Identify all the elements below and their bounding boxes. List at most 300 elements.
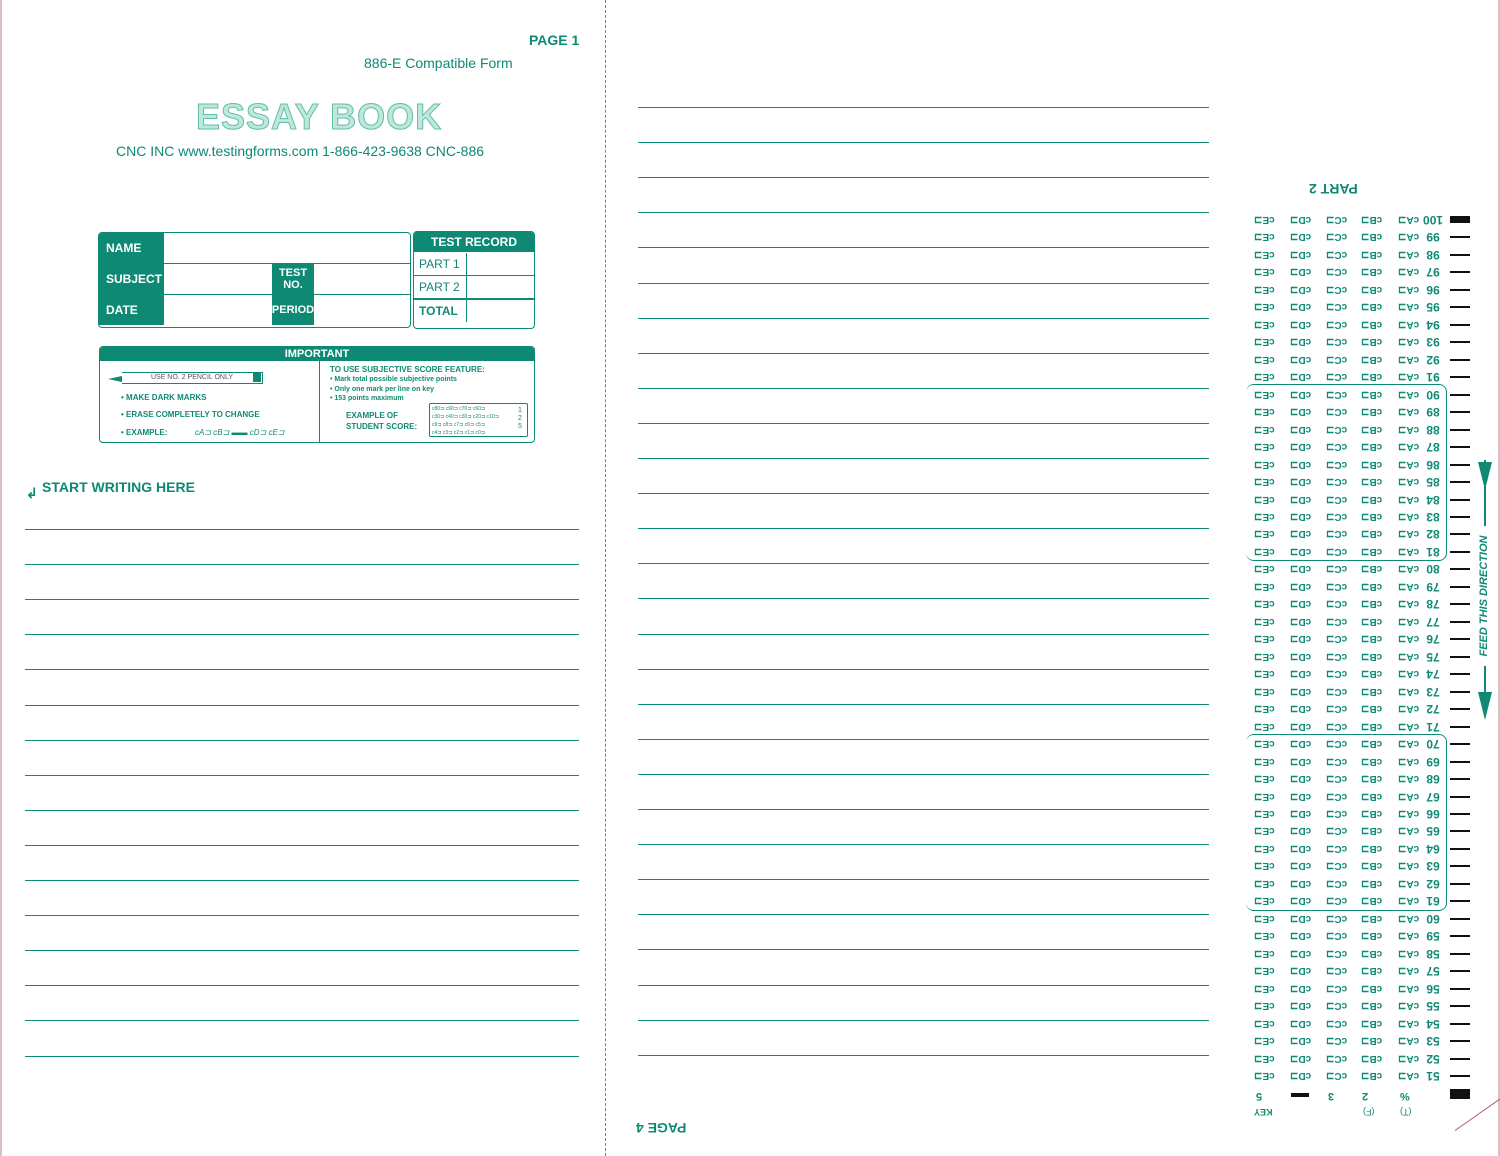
answer-bubble[interactable]: cA⊐ (1398, 912, 1420, 924)
answer-bubble[interactable]: cA⊐ (1398, 965, 1420, 977)
answer-bubble[interactable]: cA⊐ (1398, 947, 1420, 959)
answer-bubble[interactable]: cE⊐ (1254, 423, 1275, 435)
answer-bubble[interactable]: cD⊐ (1290, 580, 1312, 592)
answer-bubble[interactable]: cC⊐ (1326, 266, 1348, 278)
answer-bubble[interactable]: cE⊐ (1254, 860, 1275, 872)
answer-bubble[interactable]: cE⊐ (1254, 1052, 1275, 1064)
answer-bubble[interactable]: cA⊐ (1398, 633, 1420, 645)
answer-bubble[interactable]: cE⊐ (1254, 510, 1275, 522)
answer-bubble[interactable]: cC⊐ (1326, 580, 1348, 592)
answer-bubble[interactable]: cE⊐ (1254, 703, 1275, 715)
answer-bubble[interactable]: cB⊐ (1361, 441, 1383, 453)
answer-bubble[interactable]: cE⊐ (1254, 912, 1275, 924)
answer-bubble[interactable]: cD⊐ (1290, 930, 1312, 942)
answer-bubble[interactable]: cD⊐ (1290, 947, 1312, 959)
answer-bubble[interactable]: cC⊐ (1326, 214, 1348, 225)
answer-bubble[interactable]: cA⊐ (1398, 493, 1420, 505)
answer-bubble[interactable]: cC⊐ (1326, 738, 1348, 750)
answer-bubble[interactable]: cA⊐ (1398, 842, 1420, 854)
answer-bubble[interactable]: cB⊐ (1361, 965, 1383, 977)
answer-bubble[interactable]: cD⊐ (1290, 965, 1312, 977)
answer-bubble[interactable]: cB⊐ (1361, 336, 1383, 348)
answer-bubble[interactable]: cA⊐ (1398, 860, 1420, 872)
answer-bubble[interactable]: cB⊐ (1361, 982, 1383, 994)
answer-bubble[interactable]: cB⊐ (1361, 1052, 1383, 1064)
writing-line (638, 353, 1209, 354)
answer-bubble[interactable]: cA⊐ (1398, 476, 1420, 488)
answer-bubble[interactable]: cE⊐ (1254, 528, 1275, 540)
question-row (1248, 403, 1470, 420)
answer-bubble[interactable]: cC⊐ (1326, 423, 1348, 435)
answer-bubble[interactable]: cA⊐ (1398, 703, 1420, 715)
answer-bubble[interactable]: cD⊐ (1290, 406, 1312, 418)
answer-bubble[interactable]: cE⊐ (1254, 615, 1275, 627)
answer-bubble[interactable]: cA⊐ (1398, 825, 1420, 837)
answer-bubble[interactable]: cD⊐ (1290, 266, 1312, 278)
writing-line (638, 669, 1209, 670)
answer-bubble[interactable]: cB⊐ (1361, 633, 1383, 645)
question-row (1248, 491, 1470, 508)
answer-bubble[interactable]: cD⊐ (1290, 773, 1312, 785)
answer-bubble[interactable]: cE⊐ (1254, 1000, 1275, 1012)
down-arrow-icon: ↲ (26, 485, 38, 501)
answer-bubble[interactable]: cB⊐ (1361, 231, 1383, 243)
answer-bubble[interactable]: cD⊐ (1290, 860, 1312, 872)
answer-bubble[interactable]: cC⊐ (1326, 685, 1348, 697)
timing-mark (1450, 341, 1470, 343)
question-number: 94 (1426, 317, 1440, 332)
answer-bubble[interactable]: cE⊐ (1254, 476, 1275, 488)
answer-bubble[interactable]: cC⊐ (1326, 248, 1348, 260)
answer-bubble[interactable]: cE⊐ (1254, 318, 1275, 330)
answer-bubble[interactable]: cE⊐ (1254, 231, 1275, 243)
answer-bubble[interactable]: cB⊐ (1361, 423, 1383, 435)
answer-bubble[interactable]: cA⊐ (1398, 773, 1420, 785)
answer-bubble[interactable]: cC⊐ (1326, 336, 1348, 348)
answer-bubble[interactable]: cA⊐ (1398, 371, 1420, 383)
answer-bubble[interactable]: cC⊐ (1326, 860, 1348, 872)
answer-bubble[interactable]: cC⊐ (1326, 318, 1348, 330)
timing-mark (1450, 271, 1470, 273)
answer-bubble[interactable]: cE⊐ (1254, 1017, 1275, 1029)
question-number: 66 (1426, 806, 1440, 821)
question-row (1248, 997, 1470, 1014)
answer-bubble[interactable]: cD⊐ (1290, 685, 1312, 697)
answer-bubble[interactable]: cA⊐ (1398, 755, 1420, 767)
answer-bubble[interactable]: cC⊐ (1326, 1000, 1348, 1012)
answer-bubble[interactable]: cB⊐ (1361, 353, 1383, 365)
writing-line (25, 1056, 579, 1057)
answer-bubble[interactable]: cD⊐ (1290, 633, 1312, 645)
answer-bubble[interactable]: cB⊐ (1361, 1035, 1383, 1047)
answer-bubble[interactable]: cA⊐ (1398, 807, 1420, 819)
answer-bubble[interactable]: cA⊐ (1398, 1000, 1420, 1012)
important-title: IMPORTANT (100, 347, 534, 361)
answer-bubble[interactable]: cE⊐ (1254, 668, 1275, 680)
answer-bubble[interactable]: cA⊐ (1398, 598, 1420, 610)
answer-bubble[interactable]: cE⊐ (1254, 248, 1275, 260)
key-3: 3 (1328, 1090, 1335, 1102)
answer-bubble[interactable]: cE⊐ (1254, 1035, 1275, 1047)
answer-bubble[interactable]: cA⊐ (1398, 406, 1420, 418)
answer-bubble[interactable]: cC⊐ (1326, 388, 1348, 400)
answer-bubble[interactable]: cB⊐ (1361, 493, 1383, 505)
writing-line (638, 879, 1209, 880)
writing-line (638, 283, 1209, 284)
answer-bubble[interactable]: cE⊐ (1254, 807, 1275, 819)
question-number: 70 (1426, 737, 1440, 752)
answer-bubble[interactable]: cD⊐ (1290, 842, 1312, 854)
answer-bubble[interactable]: cA⊐ (1398, 930, 1420, 942)
answer-bubble[interactable]: cD⊐ (1290, 283, 1312, 295)
answer-bubble[interactable]: cD⊐ (1290, 476, 1312, 488)
answer-bubble[interactable]: cA⊐ (1398, 528, 1420, 540)
writing-line (25, 669, 579, 670)
answer-bubble[interactable]: cD⊐ (1290, 1000, 1312, 1012)
answer-bubble[interactable]: cB⊐ (1361, 563, 1383, 575)
answer-bubble[interactable]: cC⊐ (1326, 668, 1348, 680)
answer-bubble[interactable]: cB⊐ (1361, 580, 1383, 592)
answer-bubble[interactable]: cE⊐ (1254, 825, 1275, 837)
answer-bubble[interactable]: cC⊐ (1326, 895, 1348, 907)
answer-bubble[interactable]: cD⊐ (1290, 825, 1312, 837)
answer-bubble[interactable]: cE⊐ (1254, 301, 1275, 313)
answer-bubble[interactable]: cC⊐ (1326, 1052, 1348, 1064)
answer-bubble[interactable]: cA⊐ (1398, 458, 1420, 470)
answer-bubble[interactable]: cE⊐ (1254, 336, 1275, 348)
answer-bubble[interactable]: cD⊐ (1290, 388, 1312, 400)
answer-bubble[interactable]: cD⊐ (1290, 248, 1312, 260)
answer-bubble[interactable]: cC⊐ (1326, 703, 1348, 715)
answer-bubble[interactable]: cD⊐ (1290, 703, 1312, 715)
answer-bubble[interactable]: cE⊐ (1254, 580, 1275, 592)
answer-bubble[interactable]: cB⊐ (1361, 668, 1383, 680)
answer-bubble[interactable]: cE⊐ (1254, 650, 1275, 662)
answer-bubble[interactable]: cB⊐ (1361, 388, 1383, 400)
writing-line (638, 949, 1209, 950)
answer-bubble[interactable]: cB⊐ (1361, 283, 1383, 295)
answer-bubble[interactable]: cA⊐ (1398, 720, 1420, 732)
answer-bubble[interactable]: cC⊐ (1326, 406, 1348, 418)
answer-bubble[interactable]: cB⊐ (1361, 930, 1383, 942)
question-number: 59 (1426, 929, 1440, 944)
answer-bubble[interactable]: cC⊐ (1326, 877, 1348, 889)
answer-bubble[interactable]: cD⊐ (1290, 563, 1312, 575)
answer-bubble[interactable]: cD⊐ (1290, 650, 1312, 662)
answer-bubble[interactable]: cD⊐ (1290, 528, 1312, 540)
answer-bubble[interactable]: cA⊐ (1398, 388, 1420, 400)
answer-bubble[interactable]: cD⊐ (1290, 214, 1312, 225)
answer-bubble[interactable]: cB⊐ (1361, 703, 1383, 715)
pencil-icon-label: USE NO. 2 PENCIL ONLY (122, 372, 263, 384)
answer-bubble[interactable]: cC⊐ (1326, 825, 1348, 837)
answer-bubble[interactable]: cB⊐ (1361, 773, 1383, 785)
answer-bubble[interactable]: cE⊐ (1254, 563, 1275, 575)
writing-line (638, 142, 1209, 143)
page-4-number: PAGE 4 (636, 1120, 687, 1136)
answer-bubble[interactable]: cE⊐ (1254, 755, 1275, 767)
answer-bubble[interactable]: cA⊐ (1398, 214, 1420, 225)
answer-bubble[interactable]: cD⊐ (1290, 1052, 1312, 1064)
answer-bubble[interactable]: cD⊐ (1290, 598, 1312, 610)
answer-bubble[interactable]: cE⊐ (1254, 965, 1275, 977)
answer-bubble[interactable]: cB⊐ (1361, 510, 1383, 522)
answer-bubble[interactable]: cB⊐ (1361, 266, 1383, 278)
answer-bubble[interactable]: cD⊐ (1290, 458, 1312, 470)
answer-bubble[interactable]: cD⊐ (1290, 231, 1312, 243)
answer-bubble[interactable]: cB⊐ (1361, 528, 1383, 540)
timing-mark (1450, 638, 1470, 640)
answer-bubble[interactable]: cE⊐ (1254, 738, 1275, 750)
answer-bubble[interactable]: cC⊐ (1326, 371, 1348, 383)
answer-bubble[interactable]: cC⊐ (1326, 982, 1348, 994)
key-filled-mark (1291, 1093, 1309, 1097)
question-number: 60 (1426, 911, 1440, 926)
timing-mark (1450, 1023, 1470, 1025)
answer-bubble[interactable]: cA⊐ (1398, 1017, 1420, 1029)
answer-bubble[interactable]: cE⊐ (1254, 720, 1275, 732)
answer-bubble[interactable]: cE⊐ (1254, 877, 1275, 889)
timing-mark (1450, 499, 1470, 501)
answer-bubble[interactable]: cC⊐ (1326, 353, 1348, 365)
answer-bubble[interactable]: cA⊐ (1398, 248, 1420, 260)
answer-bubble[interactable]: cC⊐ (1326, 441, 1348, 453)
answer-bubble[interactable]: cC⊐ (1326, 947, 1348, 959)
erase-completely: • ERASE COMPLETELY TO CHANGE (121, 410, 260, 419)
answer-bubble[interactable]: cD⊐ (1290, 720, 1312, 732)
answer-bubble[interactable]: cD⊐ (1290, 336, 1312, 348)
answer-bubble[interactable]: cA⊐ (1398, 1035, 1420, 1047)
answer-bubble[interactable]: cD⊐ (1290, 912, 1312, 924)
answer-bubble[interactable]: cB⊐ (1361, 877, 1383, 889)
answer-bubble[interactable]: cE⊐ (1254, 947, 1275, 959)
question-row (1248, 927, 1470, 944)
timing-mark (1450, 761, 1470, 763)
answer-bubble[interactable]: cE⊐ (1254, 441, 1275, 453)
answer-bubble[interactable]: cB⊐ (1361, 1017, 1383, 1029)
answer-bubble[interactable]: cC⊐ (1326, 598, 1348, 610)
answer-bubble[interactable]: cA⊐ (1398, 685, 1420, 697)
answer-bubble[interactable]: cB⊐ (1361, 406, 1383, 418)
answer-bubble[interactable]: cD⊐ (1290, 1035, 1312, 1047)
writing-line (638, 107, 1209, 108)
answer-bubble[interactable]: cD⊐ (1290, 738, 1312, 750)
answer-bubble[interactable]: cA⊐ (1398, 650, 1420, 662)
answer-bubble[interactable]: cD⊐ (1290, 353, 1312, 365)
answer-bubble[interactable]: cB⊐ (1361, 790, 1383, 802)
answer-bubble[interactable]: cA⊐ (1398, 615, 1420, 627)
answer-bubble[interactable]: cC⊐ (1326, 912, 1348, 924)
answer-bubble[interactable]: cB⊐ (1361, 318, 1383, 330)
answer-bubble[interactable]: cE⊐ (1254, 353, 1275, 365)
writing-line (638, 563, 1209, 564)
timing-mark (1450, 481, 1470, 483)
answer-bubble[interactable]: cE⊐ (1254, 545, 1275, 557)
question-row (1248, 770, 1470, 787)
question-number: 63 (1426, 859, 1440, 874)
answer-bubble[interactable]: cB⊐ (1361, 755, 1383, 767)
timing-mark (1450, 883, 1470, 885)
question-number: 98 (1426, 247, 1440, 262)
answer-bubble[interactable]: cA⊐ (1398, 563, 1420, 575)
timing-mark (1450, 216, 1470, 223)
answer-bubble[interactable]: cC⊐ (1326, 510, 1348, 522)
answer-bubble[interactable]: cD⊐ (1290, 877, 1312, 889)
answer-bubble[interactable]: cC⊐ (1326, 965, 1348, 977)
answer-bubble[interactable]: cC⊐ (1326, 1035, 1348, 1047)
writing-line (25, 915, 579, 916)
answer-bubble[interactable]: cA⊐ (1398, 895, 1420, 907)
answer-bubble[interactable]: cE⊐ (1254, 633, 1275, 645)
answer-bubble[interactable]: cC⊐ (1326, 1070, 1348, 1082)
answer-bubble[interactable]: cA⊐ (1398, 982, 1420, 994)
answer-bubble[interactable]: cC⊐ (1326, 650, 1348, 662)
answer-bubble[interactable]: cB⊐ (1361, 301, 1383, 313)
answer-bubble[interactable]: cC⊐ (1326, 807, 1348, 819)
answer-bubble[interactable]: cD⊐ (1290, 807, 1312, 819)
answer-bubble[interactable]: cD⊐ (1290, 755, 1312, 767)
question-number: 67 (1426, 789, 1440, 804)
answer-bubble[interactable]: cE⊐ (1254, 458, 1275, 470)
answer-bubble[interactable]: cC⊐ (1326, 528, 1348, 540)
answer-bubble[interactable]: cD⊐ (1290, 982, 1312, 994)
answer-bubble[interactable]: cC⊐ (1326, 231, 1348, 243)
answer-bubble[interactable]: cB⊐ (1361, 248, 1383, 260)
answer-bubble[interactable]: cE⊐ (1254, 598, 1275, 610)
answer-bubble[interactable]: cC⊐ (1326, 842, 1348, 854)
answer-bubble[interactable]: cC⊐ (1326, 773, 1348, 785)
answer-bubble[interactable]: cB⊐ (1361, 615, 1383, 627)
answer-bubble[interactable]: cC⊐ (1326, 755, 1348, 767)
record-part2-row (414, 276, 534, 300)
answer-bubble[interactable]: cB⊐ (1361, 214, 1383, 225)
answer-bubble[interactable]: cE⊐ (1254, 1070, 1275, 1082)
answer-bubble[interactable]: cA⊐ (1398, 353, 1420, 365)
answer-bubble[interactable]: cA⊐ (1398, 231, 1420, 243)
answer-bubble[interactable]: cA⊐ (1398, 441, 1420, 453)
answer-bubble[interactable]: cD⊐ (1290, 493, 1312, 505)
answer-bubble[interactable]: cA⊐ (1398, 580, 1420, 592)
answer-bubble[interactable]: cA⊐ (1398, 1052, 1420, 1064)
answer-bubble[interactable]: cD⊐ (1290, 615, 1312, 627)
answer-bubble[interactable]: cA⊐ (1398, 423, 1420, 435)
answer-bubble[interactable]: cA⊐ (1398, 738, 1420, 750)
key-2: 2 (1362, 1090, 1369, 1102)
answer-bubble[interactable]: cA⊐ (1398, 545, 1420, 557)
answer-bubble[interactable]: cE⊐ (1254, 773, 1275, 785)
answer-bubble[interactable]: cC⊐ (1326, 476, 1348, 488)
answer-bubble[interactable]: cD⊐ (1290, 790, 1312, 802)
answer-bubble[interactable]: cE⊐ (1254, 790, 1275, 802)
question-number: 71 (1426, 719, 1440, 734)
answer-bubble[interactable]: cB⊐ (1361, 458, 1383, 470)
answer-bubble[interactable]: cB⊐ (1361, 598, 1383, 610)
answer-bubble[interactable]: cE⊐ (1254, 982, 1275, 994)
answer-bubble[interactable]: cE⊐ (1254, 371, 1275, 383)
answer-bubble[interactable]: cE⊐ (1254, 895, 1275, 907)
answer-bubble[interactable]: cA⊐ (1398, 283, 1420, 295)
answer-bubble[interactable]: cE⊐ (1254, 266, 1275, 278)
answer-bubble[interactable]: cB⊐ (1361, 738, 1383, 750)
writing-line (25, 845, 579, 846)
answer-bubble[interactable]: cC⊐ (1326, 930, 1348, 942)
answer-bubble[interactable]: cD⊐ (1290, 895, 1312, 907)
answer-bubble[interactable]: cD⊐ (1290, 1070, 1312, 1082)
answer-bubble[interactable]: cE⊐ (1254, 283, 1275, 295)
answer-bubble[interactable]: cB⊐ (1361, 807, 1383, 819)
answer-bubble[interactable]: cB⊐ (1361, 947, 1383, 959)
answer-bubble[interactable]: cC⊐ (1326, 493, 1348, 505)
answer-bubble[interactable]: cB⊐ (1361, 860, 1383, 872)
answer-bubble[interactable]: cD⊐ (1290, 668, 1312, 680)
answer-bubble[interactable]: cD⊐ (1290, 318, 1312, 330)
timing-mark (1450, 289, 1470, 291)
answer-bubble[interactable]: cC⊐ (1326, 458, 1348, 470)
answer-bubble[interactable]: cD⊐ (1290, 423, 1312, 435)
answer-bubble[interactable]: cE⊐ (1254, 842, 1275, 854)
timing-mark (1450, 621, 1470, 623)
answer-bubble[interactable]: cE⊐ (1254, 406, 1275, 418)
answer-bubble[interactable]: cB⊐ (1361, 650, 1383, 662)
answer-bubble[interactable]: cA⊐ (1398, 790, 1420, 802)
answer-bubble[interactable]: cA⊐ (1398, 336, 1420, 348)
answer-bubble[interactable]: cC⊐ (1326, 301, 1348, 313)
answer-bubble[interactable]: cB⊐ (1361, 912, 1383, 924)
answer-bubble[interactable]: cA⊐ (1398, 877, 1420, 889)
answer-bubble[interactable]: cD⊐ (1290, 1017, 1312, 1029)
answer-bubble[interactable]: cA⊐ (1398, 266, 1420, 278)
answer-bubble[interactable]: cD⊐ (1290, 545, 1312, 557)
answer-bubble[interactable]: cC⊐ (1326, 283, 1348, 295)
answer-bubble[interactable]: cC⊐ (1326, 563, 1348, 575)
answer-bubble[interactable]: cD⊐ (1290, 510, 1312, 522)
answer-bubble[interactable]: cC⊐ (1326, 1017, 1348, 1029)
answer-bubble[interactable]: cB⊐ (1361, 371, 1383, 383)
answer-bubble[interactable]: cB⊐ (1361, 685, 1383, 697)
answer-bubble[interactable]: cE⊐ (1254, 493, 1275, 505)
question-row (1248, 805, 1470, 822)
answer-bubble[interactable]: cC⊐ (1326, 720, 1348, 732)
answer-bubble[interactable]: cE⊐ (1254, 388, 1275, 400)
answer-bubble[interactable]: cB⊐ (1361, 720, 1383, 732)
answer-bubble[interactable]: cA⊐ (1398, 510, 1420, 522)
answer-bubble[interactable]: cA⊐ (1398, 1070, 1420, 1082)
answer-bubble[interactable]: cE⊐ (1254, 685, 1275, 697)
answer-bubble[interactable]: cE⊐ (1254, 214, 1275, 225)
answer-bubble[interactable]: cC⊐ (1326, 633, 1348, 645)
answer-bubble[interactable]: cA⊐ (1398, 301, 1420, 313)
answer-bubble[interactable]: cA⊐ (1398, 668, 1420, 680)
answer-bubble[interactable]: cB⊐ (1361, 825, 1383, 837)
answer-bubble[interactable]: cE⊐ (1254, 930, 1275, 942)
answer-bubble[interactable]: cD⊐ (1290, 301, 1312, 313)
answer-bubble[interactable]: cB⊐ (1361, 1000, 1383, 1012)
answer-bubble[interactable]: cC⊐ (1326, 615, 1348, 627)
answer-bubble[interactable]: cB⊐ (1361, 842, 1383, 854)
answer-bubble[interactable]: cA⊐ (1398, 318, 1420, 330)
answer-bubble[interactable]: cB⊐ (1361, 476, 1383, 488)
question-number: 92 (1426, 352, 1440, 367)
timing-mark (1450, 743, 1470, 745)
answer-bubble[interactable]: cC⊐ (1326, 545, 1348, 557)
answer-bubble[interactable]: cC⊐ (1326, 790, 1348, 802)
timing-mark (1450, 970, 1470, 972)
answer-bubble[interactable]: cB⊐ (1361, 895, 1383, 907)
answer-bubble[interactable]: cD⊐ (1290, 441, 1312, 453)
answer-bubble[interactable]: cB⊐ (1361, 1070, 1383, 1082)
answer-bubble[interactable]: cB⊐ (1361, 545, 1383, 557)
answer-bubble[interactable]: cD⊐ (1290, 371, 1312, 383)
